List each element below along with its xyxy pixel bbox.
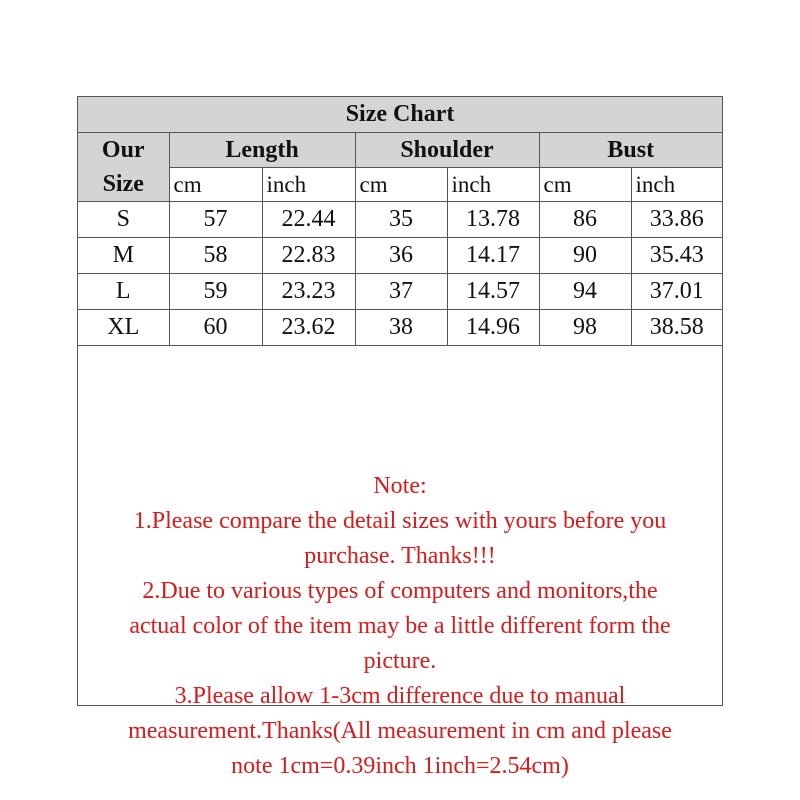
bust-inch-value: 35.43 [631,238,722,274]
length-inch-value: 23.23 [262,274,355,310]
bust-cm-value: 94 [539,274,631,310]
length-cm-value: 58 [169,238,262,274]
note-line: purchase. Thanks!!! [304,543,496,569]
shoulder-cm-value: 37 [355,274,447,310]
note-line: note 1cm=0.39inch 1inch=2.54cm) [231,753,569,779]
bust-cm-value: 98 [539,310,631,346]
length-inch-value: 22.83 [262,238,355,274]
shoulder-inch-value: 14.96 [447,310,539,346]
table-row [78,238,722,274]
size-chart-panel [77,96,723,779]
bust-inch-value: 37.01 [631,274,722,310]
shoulder-inch-value: 14.57 [447,274,539,310]
length-cm-value: 60 [169,310,262,346]
our-size-header [78,133,169,202]
bust-inch-value: 38.58 [631,310,722,346]
title-row [78,97,722,133]
unit-shoulder-inch: inch [447,168,539,202]
chart-title: Size Chart [78,97,722,133]
note-line: 3.Please allow 1-3cm difference due to manual [174,683,626,709]
shoulder-header: Shoulder [355,133,539,168]
unit-shoulder-cm: cm [355,168,447,202]
note-heading: Note: [373,473,427,499]
note-line: picture. [363,648,437,674]
unit-bust-inch: inch [631,168,722,202]
length-cm-value: 59 [169,274,262,310]
shoulder-cm-value: 36 [355,238,447,274]
shoulder-cm-value: 35 [355,202,447,238]
size-label: L [78,274,169,310]
unit-length-cm: cm [169,168,262,202]
shoulder-cm-value: 38 [355,310,447,346]
size-chart-table [78,97,722,346]
table-row [78,310,722,346]
bust-inch-value: 33.86 [631,202,722,238]
unit-bust-cm: cm [539,168,631,202]
length-cm-value: 57 [169,202,262,238]
bust-cm-value: 86 [539,202,631,238]
note-line: 2.Due to various types of computers and monitors,the [142,578,658,604]
length-inch-value: 23.62 [262,310,355,346]
size-label: S [78,202,169,238]
shoulder-inch-value: 13.78 [447,202,539,238]
table-row [78,274,722,310]
bust-cm-value: 90 [539,238,631,274]
note-block [78,469,722,784]
note-line: actual color of the item may be a little different form the [129,613,671,639]
group-header-row [78,133,722,168]
shoulder-inch-value: 14.17 [447,238,539,274]
bust-header: Bust [539,133,722,168]
length-inch-value: 22.44 [262,202,355,238]
unit-header-row [78,168,722,202]
our-size-header-line-2: Size [102,171,144,197]
note-line: measurement.Thanks(All measurement in cm and please [128,718,672,744]
our-size-header-line-1: Our [101,137,145,163]
size-label: M [78,238,169,274]
unit-length-inch: inch [262,168,355,202]
length-header: Length [169,133,355,168]
size-label: XL [78,310,169,346]
note-line: 1.Please compare the detail sizes with yours before you [133,508,667,534]
table-row [78,202,722,238]
